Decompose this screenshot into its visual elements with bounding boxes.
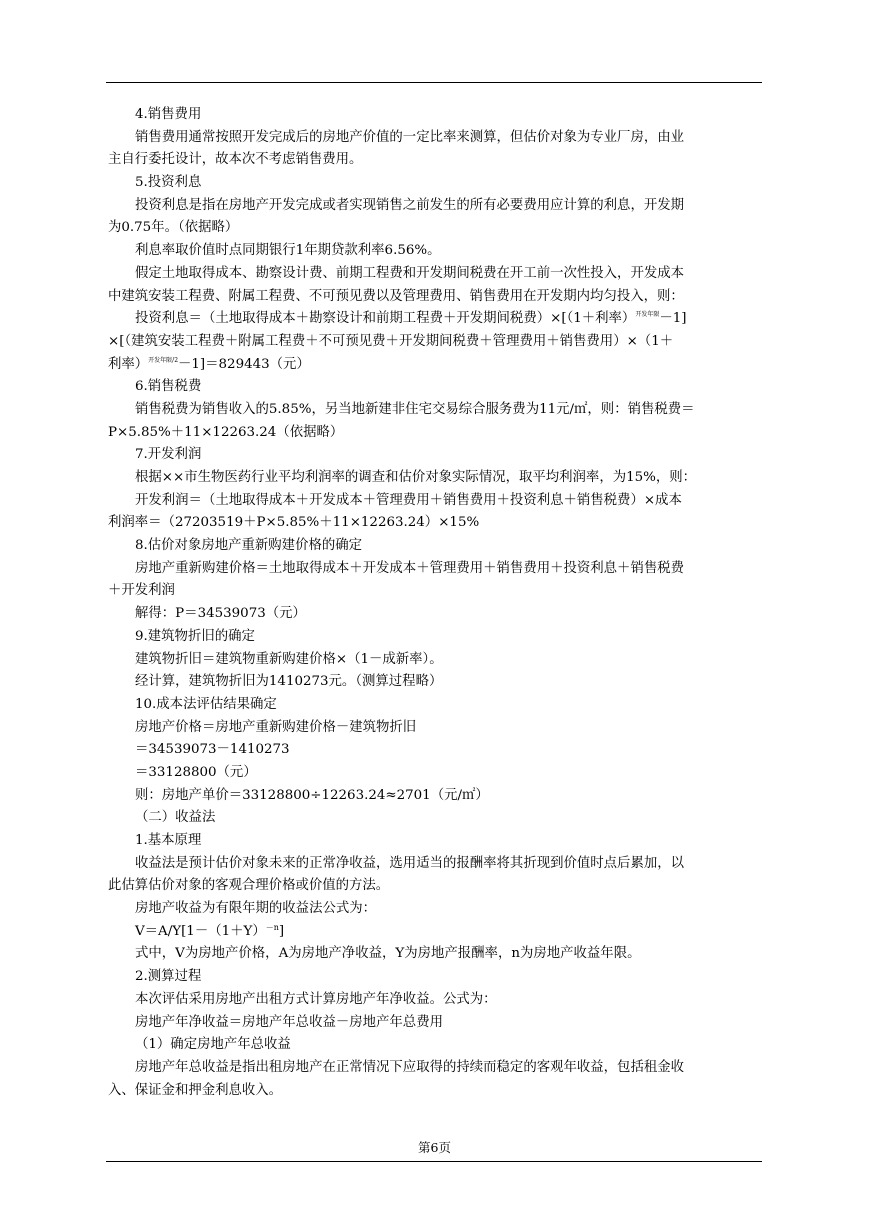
text-line-content: 解得：P＝34539073（元） [135,606,306,622]
text-line [108,1012,768,1035]
text-line-content: 此估算估价对象的客观合理价格或价值的方法。 [108,878,390,894]
text-line-content: 利息率取价值时点同期银行1年期贷款利率6.56%。 [135,243,441,259]
text-line-content: 式中，V为房地产价格，A为房地产净收益，Y为房地产报酬率，n为房地产收益年限。 [135,946,641,962]
superscript-exponent: 开发年限/2 [148,356,179,364]
text-line [108,149,768,172]
text-line [108,694,768,717]
text-line-content: ×[（建筑安装工程费＋附属工程费＋不可预见费＋开发期间税费＋管理费用＋销售费用）×（1＋ [108,333,674,349]
text-line [108,717,768,740]
text-line [108,535,768,558]
text-line [108,512,768,535]
text-line [108,853,768,876]
text-line-content: 建筑物折旧＝建筑物重新购建价格×（1－成新率）。 [135,651,443,667]
text-line [108,354,768,377]
text-line [108,921,768,944]
text-line [108,104,768,127]
text-line [108,943,768,966]
text-line [108,331,768,354]
text-line-content: （1）确定房地产年总收益 [135,1037,291,1053]
text-line [108,444,768,467]
text-line-content: 10.成本法评估结果确定 [135,696,277,712]
text-line-content: V＝A/Y[1－（1＋Y） [135,923,266,939]
text-line [108,172,768,195]
text-line-content: 销售税费为销售收入的5.85%，另当地新建非住宅交易综合服务费为11元/㎡，则：销售税费＝ [135,401,695,417]
text-line [108,490,768,513]
text-line-content: 假定土地取得成本、勘察设计费、前期工程费和开发期间税费在开工前一次性投入，开发成本 [135,265,685,281]
text-line-content: 本次评估采用房地产出租方式计算房地产年净收益。公式为： [135,991,497,1007]
document-body [108,104,768,1102]
text-line-content: 根据××市生物医药行业平均利润率的调查和估价对象实际情况，取平均利润率，为15%，则： [135,470,697,485]
text-line [108,286,768,309]
text-line-continuation: －1] [659,311,687,327]
text-line [108,966,768,989]
page-number: 第6页 [418,1140,451,1155]
text-line [108,127,768,150]
text-line-content: 2.测算过程 [135,969,202,985]
text-line-content: 收益法是预计估价对象未来的正常净收益，选用适当的报酬率将其折现到价值时点后累加，以 [135,855,685,871]
text-line-content: 9.建筑物折旧的确定 [135,628,255,644]
text-line-content: 7.开发利润 [135,447,202,463]
text-line-content: ＝34539073－1410273 [135,742,290,758]
text-line-content: 入、保证金和押金利息收入。 [108,1082,283,1098]
text-line-content: 主自行委托设计，故本次不考虑销售费用。 [108,152,363,168]
text-line-continuation: －1]＝829443（元） [178,356,310,372]
text-line-content: ＋开发利润 [108,583,175,599]
text-line-content: 5.投资利息 [135,175,202,191]
text-line [108,399,768,422]
superscript-exponent: 开发年限 [635,311,660,319]
text-line-content: 利率） [108,356,149,372]
superscript-exponent: －n [265,922,279,932]
text-line [108,830,768,853]
text-line-content: 中建筑安装工程费、附属工程费、不可预见费以及管理费用、销售费用在开发期内均匀投入，则： [108,288,684,304]
text-line [108,807,768,830]
text-line-content: 房地产年总收益是指出租房地产在正常情况下应取得的持续而稳定的客观年收益，包括租金收 [135,1059,685,1075]
text-line-content: P×5.85%＋11×12263.24（依据略） [108,424,344,440]
text-line-content: ＝33128800（元） [135,764,257,780]
text-line-content: 8.估价对象房地产重新购建价格的确定 [135,538,363,554]
text-line [108,1080,768,1103]
text-line [108,649,768,672]
text-line-content: 经计算，建筑物折旧为1410273元。（测算过程略） [135,674,443,690]
text-line-content: 1.基本原理 [135,833,202,848]
text-line [108,785,768,808]
text-line-continuation: ] [278,923,285,939]
text-line [108,195,768,218]
text-line [108,671,768,694]
text-line-content: 投资利息＝（土地取得成本＋勘察设计和前期工程费＋开发期间税费）×[（1＋利率） [135,311,636,327]
text-line [108,739,768,762]
text-line [108,762,768,785]
text-line [108,989,768,1012]
text-line [108,240,768,263]
text-line [108,308,768,331]
text-line [108,875,768,898]
header-rule [106,82,762,83]
text-line-content: 6.销售税费 [135,379,202,395]
text-line-content: 为0.75年。（依据略） [108,220,239,236]
text-line-content: 开发利润＝（土地取得成本＋开发成本＋管理费用＋销售费用＋投资利息＋销售税费）×成本 [135,492,682,508]
text-line [108,603,768,626]
text-line [108,1034,768,1057]
text-line [108,1057,768,1080]
text-line [108,376,768,399]
footer-rule [106,1161,762,1162]
text-line-content: 房地产收益为有限年期的收益法公式为： [135,901,377,917]
text-line-content: 房地产年净收益＝房地产年总收益－房地产年总费用 [135,1014,443,1030]
text-line-content: 利润率＝（27203519＋P×5.85%＋11×12263.24）×15% [108,515,480,531]
text-line-content: 房地产重新购建价格＝土地取得成本＋开发成本＋管理费用＋销售费用＋投资利息＋销售税费 [135,560,685,576]
text-line-content: 4.销售费用 [135,107,202,122]
text-line-content: 销售费用通常按照开发完成后的房地产价值的一定比率来测算，但估价对象为专业厂房，由业 [135,129,685,145]
text-line [108,467,768,490]
text-line [108,626,768,649]
text-line-content: 房地产价格＝房地产重新购建价格－建筑物折旧 [135,719,417,735]
text-line [108,422,768,445]
text-line-content: 则：房地产单价＝33128800÷12263.24≈2701（元/㎡） [135,787,489,803]
text-line [108,263,768,286]
text-line [108,898,768,921]
text-line [108,580,768,603]
text-line [108,558,768,581]
text-line-content: （二）收益法 [135,810,216,826]
text-line [108,217,768,240]
text-line-content: 投资利息是指在房地产开发完成或者实现销售之前发生的所有必要费用应计算的利息，开发期 [135,197,685,213]
